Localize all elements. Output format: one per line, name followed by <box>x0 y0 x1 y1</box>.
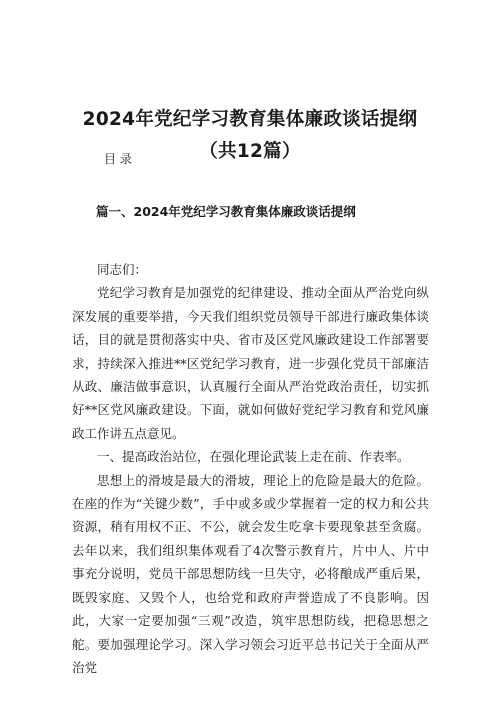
section-heading-point-one: 一、提高政治站位，在强化理论武装上走在前、作表率。 <box>97 449 410 465</box>
body-paragraph: 党纪学习教育是加强党的纪律建设、推动全面从严治党向纵深发展的重要举措，今天我们组织党员领导干部进行廉政集体谈话，目的就是贯彻落实中央、省市及区党风廉政建设工作部署要求，持续深入推进**区党纪学习教育，进一步强化党员干部廉洁从政、廉洁做事意识，认真履行全面从严治党政治责任，切实抓好**区党风廉政建设。下面，就如何做好党纪学习教育和党风廉政工作讲五点意见。 <box>72 285 429 441</box>
body-paragraph: 思想上的滑坡是最大的滑坡，理论上的危险是最大的危险。在座的作为“关键少数”，手中或多或少掌握着一定的权力和公共资源，稍有用权不正、不公，就会发生吃拿卡要现象甚至贪腐。去年以来，我们组织集体观看了4次警示教育片，片中人、片中事充分说明，党员干部思想防线一旦失守，必将酿成严重后果，既毁家庭、又毁个人，也给党和政府声誉造成了不良影响。因此，大家一定要加强“三观”改造，筑牢思想防线，把稳思想之舵。要加强理论学习。深入学习领会习近平总书记关于全面从严治党 <box>72 472 429 675</box>
document-body <box>72 258 429 679</box>
table-of-contents-label: 目录 <box>104 152 137 166</box>
salutation: 同志们： <box>97 262 148 277</box>
section-heading: 篇一、2024年党纪学习教育集体廉政谈话提纲 <box>96 204 356 219</box>
document-title: 2024年党纪学习教育集体廉政谈话提纲（共12篇） <box>82 109 418 162</box>
